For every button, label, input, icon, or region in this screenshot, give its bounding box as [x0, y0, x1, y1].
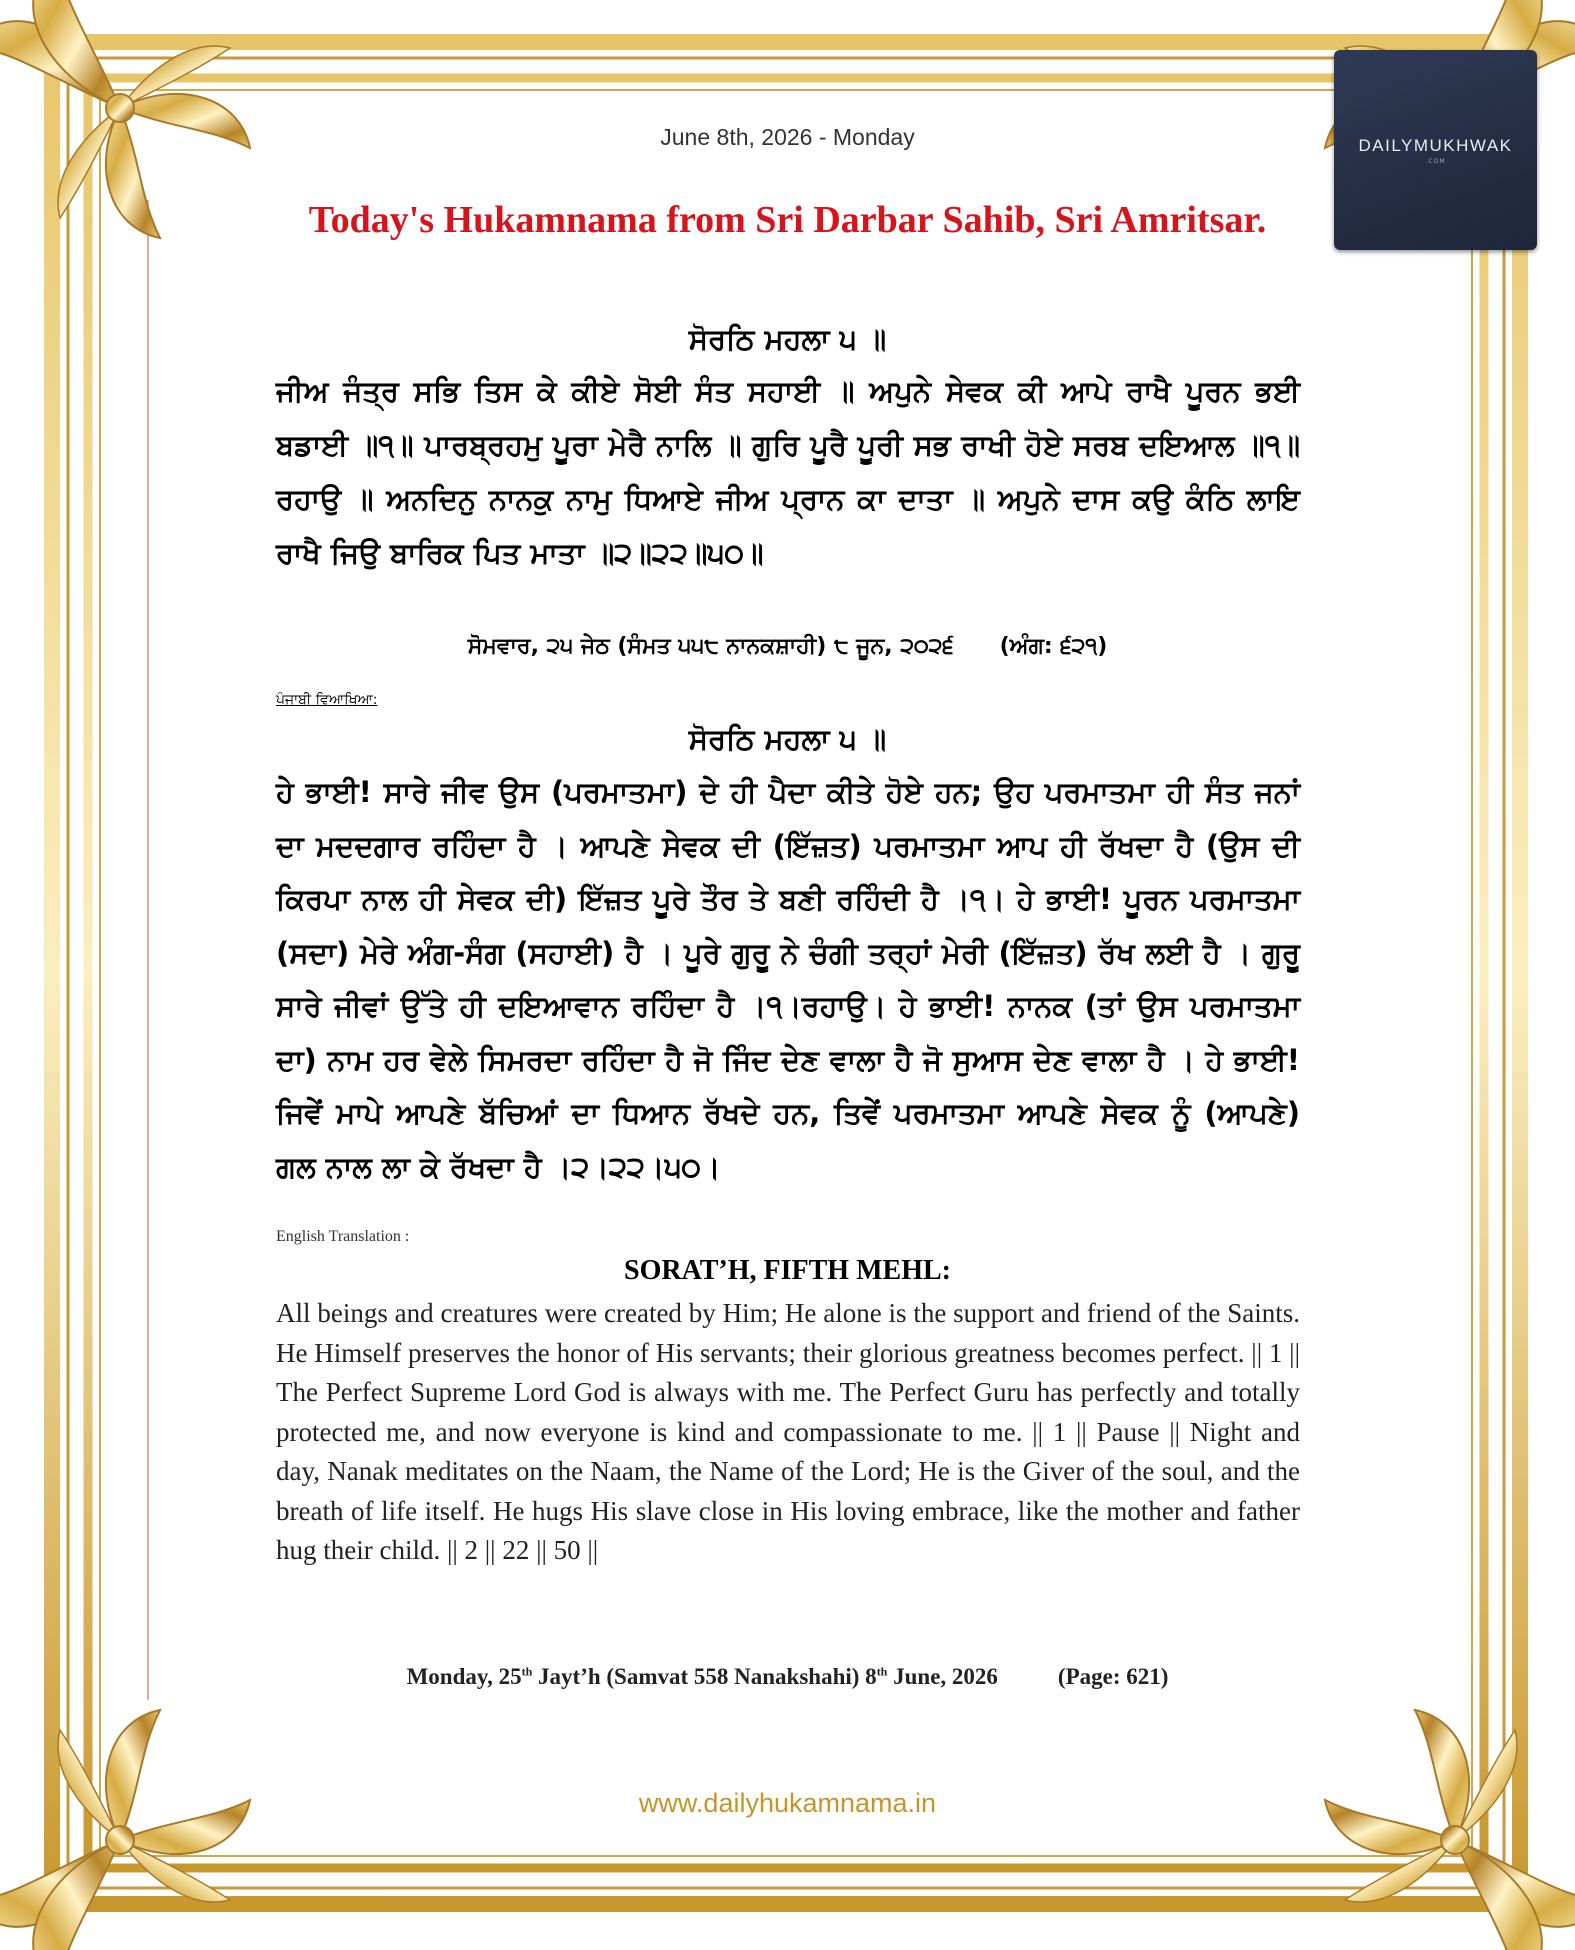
english-translation-title: SORAT’H, FIFTH MEHL:: [624, 1255, 951, 1286]
gurbani-text: ਜੀਅ ਜੰਤ੍ਰ ਸਭਿ ਤਿਸ ਕੇ ਕੀਏ ਸੋਈ ਸੰਤ ਸਹਾਈ ॥ ਅਪੁਨੇ ਸੇਵਕ ਕੀ ਆਪੇ ਰਾਖੈ ਪੂਰਨ ਭਈ ਬਡਾਈ ॥੧॥ ਪਾਰਬ੍ਰਹਮੁ ਪੂਰਾ ਮੇਰੈ ਨਾਲਿ ॥ ਗੁਰਿ ਪੂਰੈ ਪੂਰੀ ਸਭ ਰਾਖੀ ਹੋਏ ਸਰਬ ਦਇਆਲ ॥੧॥ ਰਹਾਉ ॥ ਅਨਦਿਨੁ ਨਾਨਕੁ ਨਾਮੁ ਧਿਆਏ ਜੀਅ ਪ੍ਰਾਨ ਕਾ ਦਾਤਾ ॥ ਅਪੁਨੇ ਦਾਸ ਕਉ ਕੰਠਿ ਲਾਇ ਰਾਖੈ ਜਿਉ ਬਾਰਿਕ ਪਿਤ ਮਾਤਾ ॥੨॥੨੨॥੫੦॥: [276, 374, 1300, 570]
punjabi-dateline: ਸੋਮਵਾਰ, ੨੫ ਜੇਠ (ਸੰਮਤ ੫੫੮ ਨਾਨਕਸ਼ਾਹੀ) ੮ ਜੂਨ, ੨੦੨੬ (ਅੰਗ: ੬੨੧): [467, 634, 1108, 659]
page-number: (Page: 621): [1057, 1664, 1169, 1689]
english-dateline-weekday: Monday, 25: [406, 1664, 522, 1689]
logo-subtext: .COM: [1425, 157, 1446, 165]
footer-url[interactable]: www.dailyhukamnama.in: [638, 1788, 937, 1818]
logo-text: DAILYMUKHWAK: [1358, 135, 1513, 155]
punjabi-explanation-title: ਸੋਰਠਿ ਮਹਲਾ ੫ ॥: [688, 722, 887, 756]
ordinal-suffix: th: [521, 1664, 533, 1679]
gurbani-title: ਸੋਰਠਿ ਮਹਲਾ ੫ ॥: [688, 322, 887, 356]
punjabi-explanation-text: ਹੇ ਭਾਈ! ਸਾਰੇ ਜੀਵ ਉਸ (ਪਰਮਾਤਮਾ) ਦੇ ਹੀ ਪੈਦਾ ਕੀਤੇ ਹੋਏ ਹਨ; ਉਹ ਪਰਮਾਤਮਾ ਹੀ ਸੰਤ ਜਨਾਂ ਦਾ ਮਦਦਗਾਰ ਰਹਿੰਦਾ ਹੈ । ਆਪਣੇ ਸੇਵਕ ਦੀ (ਇੱਜ਼ਤ) ਪਰਮਾਤਮਾ ਆਪ ਹੀ ਰੱਖਦਾ ਹੈ (ਉਸ ਦੀ ਕਿਰਪਾ ਨਾਲ ਹੀ ਸੇਵਕ ਦੀ) ਇੱਜ਼ਤ ਪੂਰੇ ਤੌਰ ਤੇ ਬਣੀ ਰਹਿੰਦੀ ਹੈ ।੧। ਹੇ ਭਾਈ! ਪੂਰਨ ਪਰਮਾਤਮਾ (ਸਦਾ) ਮੇਰੇ ਅੰਗ-ਸੰਗ (ਸਹਾਈ) ਹੈ । ਪੂਰੇ ਗੁਰੂ ਨੇ ਚੰਗੀ ਤਰ੍ਹਾਂ ਮੇਰੀ (ਇੱਜ਼ਤ) ਰੱਖ ਲਈ ਹੈ । ਗੁਰੂ ਸਾਰੇ ਜੀਵਾਂ ਉੱਤੇ ਹੀ ਦਇਆਵਾਨ ਰਹਿੰਦਾ ਹੈ ।੧।ਰਹਾਉ। ਹੇ ਭਾਈ! ਨਾਨਕ (ਤਾਂ ਉਸ ਪਰਮਾਤਮਾ ਦਾ) ਨਾਮ ਹਰ ਵੇਲੇ ਸਿਮਰਦਾ ਰਹਿੰਦਾ ਹੈ ਜੋ ਜਿੰਦ ਦੇਣ ਵਾਲਾ ਹੈ ਜੋ ਸੁਆਸ ਦੇਣ ਵਾਲਾ ਹੈ । ਹੇ ਭਾਈ! ਜਿਵੇਂ ਮਾਪੇ ਆਪਣੇ ਬੱਚਿਆਂ ਦਾ ਧਿਆਨ ਰੱਖਦੇ ਹਨ, ਤਿਵੇਂ ਪਰਮਾਤਮਾ ਆਪਣੇ ਸੇਵਕ ਨੂੰ (ਆਪਣੇ) ਗਲ ਨਾਲ ਲਾ ਕੇ ਰੱਖਦਾ ਹੈ ।੨।੨੨।੫੦।: [276, 775, 1300, 1184]
page-title: Today's Hukamnama from Sri Darbar Sahib, Sri Amritsar.: [308, 199, 1267, 241]
ordinal-suffix: th: [876, 1664, 888, 1679]
english-translation-label: English Translation :: [276, 1228, 410, 1245]
english-dateline-end: June, 2026: [887, 1664, 998, 1689]
english-dateline-middle: Jayt’h (Samvat 558 Nanakshahi) 8: [532, 1664, 877, 1689]
english-dateline: [0, 1664, 1575, 1690]
punjabi-explanation-label: ਪੰਜਾਬੀ ਵਿਆਖਿਆ:: [276, 692, 378, 708]
english-translation-text: All beings and creatures were created by Him; He alone is the support and friend of the Saints. He Himself preserves the honor of His servants; their glorious greatness becomes perfect. || 1 || The Perfect Supreme Lord God is always with me. The Perfect Guru has perfectly and totally protected me, and now everyone is kind and compassionate to me. || 1 || Pause || Night and day, Nanak meditates on the Naam, the Name of the Lord; He is the Giver of the soul, and the breath of life itself. He hugs His slave close in His loving embrace, like the mother and father hug their child. || 2 || 22 || 50 ||: [276, 1298, 1300, 1565]
date-line: June 8th, 2026 - Monday: [660, 124, 915, 150]
